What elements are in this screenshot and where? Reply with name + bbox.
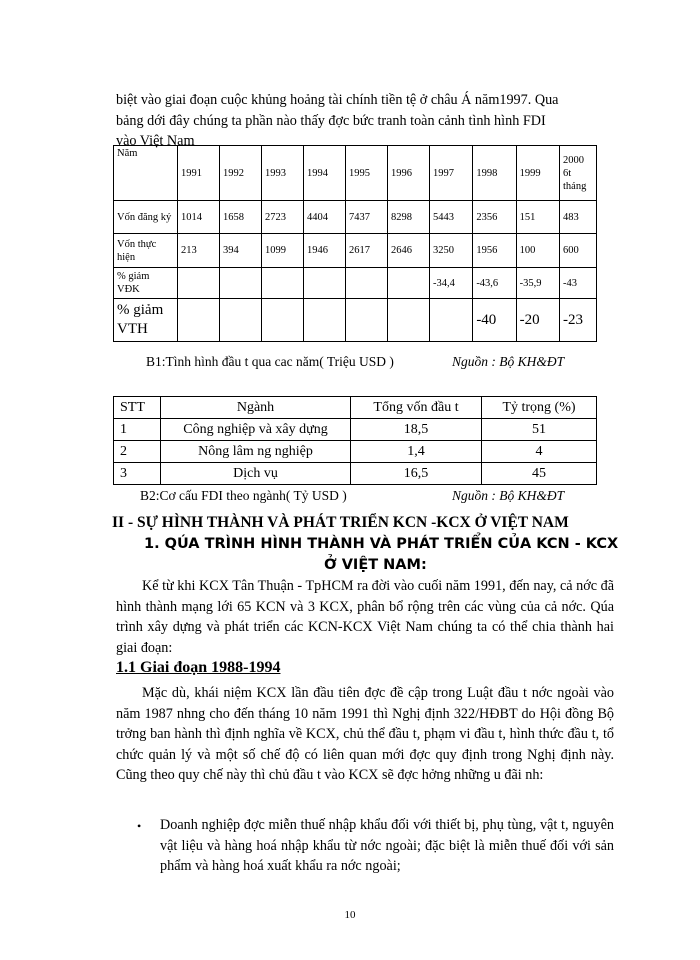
table-cell: 1658 — [220, 201, 262, 234]
table-cell — [430, 299, 473, 342]
table-cell — [178, 268, 220, 299]
table-cell: 3 — [114, 463, 161, 485]
table-row — [114, 299, 597, 342]
fdi-by-sector-table — [113, 396, 597, 485]
table-cell: 2356 — [473, 201, 516, 234]
table-cell: Dịch vụ — [161, 463, 351, 485]
table-cell: 1,4 — [351, 441, 482, 463]
table-row — [114, 463, 597, 485]
table-cell — [346, 268, 388, 299]
table-cell: 2723 — [262, 201, 304, 234]
table-cell: 5443 — [430, 201, 473, 234]
subsection-title-line-2: Ở VIỆT NAM: — [324, 557, 427, 573]
table-header-cell: 1996 — [388, 146, 430, 201]
table-cell: -23 — [560, 299, 597, 342]
table-header-cell: 1992 — [220, 146, 262, 201]
table-header-cell: 1994 — [304, 146, 346, 201]
table-header-cell: 1991 — [178, 146, 220, 201]
table2-source: Nguồn : Bộ KH&ĐT — [452, 488, 565, 503]
table-cell: 18,5 — [351, 419, 482, 441]
table-cell — [220, 299, 262, 342]
table-header-cell: Tỷ trọng (%) — [482, 397, 597, 419]
table-cell — [346, 299, 388, 342]
table-row — [114, 397, 597, 419]
subsection-title-line-1: 1. QÚA TRÌNH HÌNH THÀNH VÀ PHÁT TRIỂN CỦA KCN - KCX — [144, 536, 619, 552]
table-cell: -43 — [560, 268, 597, 299]
table-cell: -43,6 — [473, 268, 516, 299]
table-cell: 16,5 — [351, 463, 482, 485]
table-cell — [220, 268, 262, 299]
table-header-cell: 1999 — [516, 146, 559, 201]
table-cell — [262, 268, 304, 299]
row-label: Vốn đăng ký — [114, 201, 178, 234]
table-row — [114, 268, 597, 299]
table-row — [114, 146, 597, 201]
table-cell: 3250 — [430, 234, 473, 268]
row-label: Vốn thực hiện — [114, 234, 178, 268]
table-cell — [304, 268, 346, 299]
table-header-cell: 1998 — [473, 146, 516, 201]
table-header-cell: 1997 — [430, 146, 473, 201]
table-cell: 2617 — [346, 234, 388, 268]
table-cell: 45 — [482, 463, 597, 485]
table-cell: 1 — [114, 419, 161, 441]
table-header-cell: 1993 — [262, 146, 304, 201]
row-label: % giảm VĐK — [114, 268, 178, 299]
table-cell: 1099 — [262, 234, 304, 268]
table-cell — [178, 299, 220, 342]
table-cell: 1014 — [178, 201, 220, 234]
table-cell: 394 — [220, 234, 262, 268]
table-cell: 600 — [560, 234, 597, 268]
table-cell: -20 — [516, 299, 559, 342]
table-cell: -35,9 — [516, 268, 559, 299]
table1-source: Nguồn : Bộ KH&ĐT — [452, 354, 565, 369]
table-header-cell: Tổng vốn đầu t — [351, 397, 482, 419]
intro-line-1: biệt vào giai đoạn cuộc khủng hoảng tài chính tiền tệ ở châu Á năm1997. Qua — [116, 92, 559, 108]
intro-paragraph — [116, 90, 614, 152]
table-row — [114, 234, 597, 268]
table-cell: 483 — [560, 201, 597, 234]
table-cell: -34,4 — [430, 268, 473, 299]
table-cell: 8298 — [388, 201, 430, 234]
table-header-cell: 1995 — [346, 146, 388, 201]
page-number: 10 — [344, 909, 356, 921]
table-cell: 2646 — [388, 234, 430, 268]
fdi-by-year-table — [113, 145, 597, 342]
table-cell: 2 — [114, 441, 161, 463]
table-row — [114, 441, 597, 463]
body-paragraph-2: Mặc dù, khái niệm KCX lần đầu tiên đợc đề cập trong Luật đầu t nớc ngoài vào năm 1987 nhng cho đến tháng 10 năm 1991 thì Nghị định 322/HĐBT do Hội đồng Bộ trởng ban hành thì định nghĩa về KCX, chủ thể đầu t, phạm vi đầu t, hình thức đầu t, tổ chức quản lý và một số chế độ có liên quan mới đợc quy định trong Nghị định này. Cũng theo quy chế này thì chủ đầu t vào KCX sẽ đợc hởng những u đãi nh: — [116, 685, 614, 783]
table-cell: Nông lâm ng nghiệp — [161, 441, 351, 463]
table-cell: 151 — [516, 201, 559, 234]
table-row — [114, 201, 597, 234]
section-title: II - SỰ HÌNH THÀNH VÀ PHÁT TRIỂN KCN -KCX Ở VIỆT NAM — [112, 514, 569, 531]
table-cell: Công nghiệp và xây dựng — [161, 419, 351, 441]
table-cell: 7437 — [346, 201, 388, 234]
body-paragraph-1: Kể từ khi KCX Tân Thuận - TpHCM ra đời vào cuối năm 1991, đến nay, cả nớc đã hình thành mạng lới 65 KCN và 3 KCX, phân bổ rộng trên các vùng của cả nớc. Qúa trình xây dựng và phát triển các KCN-KCX Việt Nam chúng ta có thể chia thành hai giai đoạn: — [116, 578, 614, 656]
table-cell: 4404 — [304, 201, 346, 234]
table-cell — [304, 299, 346, 342]
table-cell — [388, 299, 430, 342]
table-cell: 4 — [482, 441, 597, 463]
table-header-cell: 2000 6t tháng — [560, 146, 597, 201]
table-row — [114, 419, 597, 441]
table-cell: 1946 — [304, 234, 346, 268]
table1-caption: B1:Tình hình đầu t qua cac năm( Triệu USD ) — [146, 354, 394, 369]
intro-line-3: vào Việt Nam — [116, 133, 195, 149]
bullet-item-1: Doanh nghiệp đợc miễn thuế nhập khẩu đối với thiết bị, phụ tùng, vật t, nguyên vật liệu và hàng hoá nhập khẩu từ nớc ngoài; đặc biệt là miễn thuế đối với sản phẩm và hàng hoá xuất khẩu ra nớc ngoài; — [160, 817, 614, 874]
row-label: % giảm VTH — [114, 299, 178, 342]
table-cell: 100 — [516, 234, 559, 268]
table-header-cell: Năm — [114, 146, 178, 201]
table-cell — [262, 299, 304, 342]
table-cell: 51 — [482, 419, 597, 441]
table-header-cell: Ngành — [161, 397, 351, 419]
bullet-icon: • — [137, 819, 142, 833]
table2-caption: B2:Cơ cấu FDI theo ngành( Tỷ USD ) — [140, 488, 347, 503]
table-cell: -40 — [473, 299, 516, 342]
table-header-cell: STT — [114, 397, 161, 419]
subheading-1-1: 1.1 Giai đoạn 1988-1994 — [116, 659, 281, 676]
intro-line-2: bảng dới đây chúng ta phần nào thấy đợc bức tranh toàn cảnh tình hình FDI — [116, 112, 546, 129]
table-cell: 213 — [178, 234, 220, 268]
table-cell: 1956 — [473, 234, 516, 268]
table-cell — [388, 268, 430, 299]
